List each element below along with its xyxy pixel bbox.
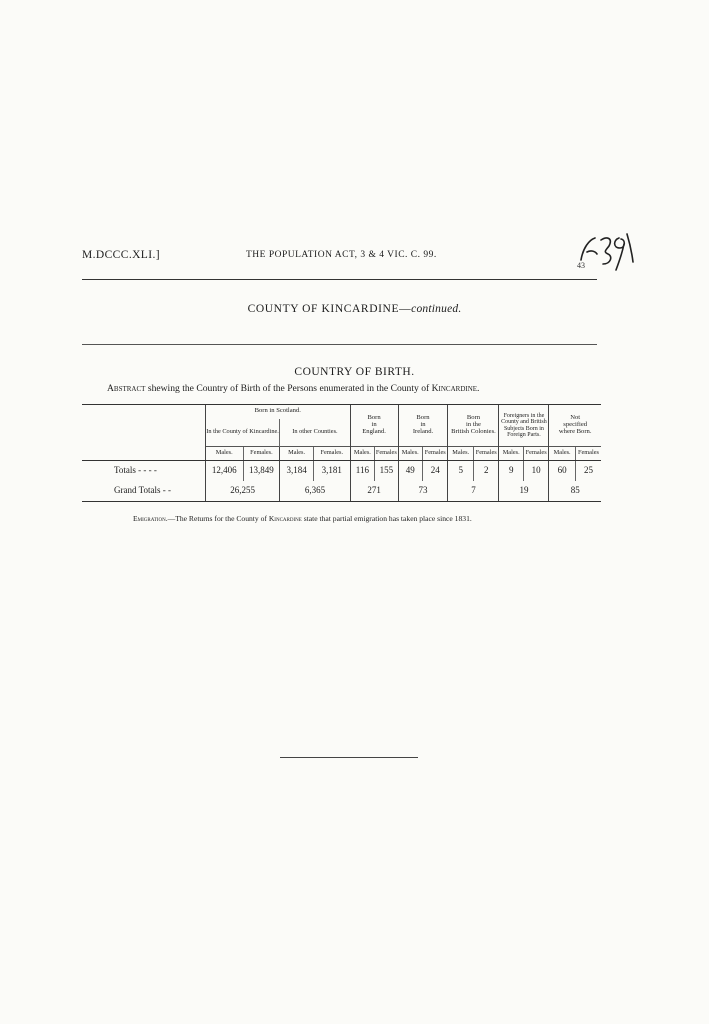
- running-head-title: THE POPULATION ACT, 3 & 4 VIC. C. 99.: [246, 250, 437, 260]
- totals-cell: 116: [350, 461, 374, 482]
- mf-label: Females.: [313, 447, 350, 461]
- totals-cell: 155: [375, 461, 398, 482]
- mf-label: Females: [523, 447, 548, 461]
- totals-cell: 25: [575, 461, 601, 482]
- abstract-end: .: [477, 383, 480, 394]
- running-head-left: M.DCCC.XLI.]: [82, 249, 160, 261]
- mf-label: Females.: [243, 447, 280, 461]
- section-title-main: COUNTY OF KINCARDINE—: [247, 303, 412, 315]
- grand-total-cell: 6,365: [280, 481, 350, 502]
- abstract-lead: Abstract: [107, 383, 146, 394]
- mf-label: Females: [473, 447, 499, 461]
- grand-total-cell: 271: [350, 481, 398, 502]
- grand-totals-row: [82, 481, 601, 502]
- header-born-in-scotland: Born in Scotland.: [205, 405, 350, 419]
- label-header-blank: [82, 405, 205, 447]
- grand-total-cell: 19: [499, 481, 549, 502]
- grand-total-cell: 7: [448, 481, 499, 502]
- header-foreigners: Foreigners in the County and British Subjects Born in Foreign Parts.: [499, 405, 549, 447]
- section-rule: [82, 344, 597, 345]
- closing-rule: [280, 757, 418, 758]
- abstract-text: shewing the Country of Birth of the Persons enumerated in the County of: [145, 383, 432, 394]
- totals-cell: 2: [473, 461, 499, 482]
- emigration-note: [133, 514, 472, 523]
- emigration-text: —The Returns for the County of: [167, 514, 269, 523]
- mf-label: Males.: [280, 447, 314, 461]
- totals-cell: 12,406: [205, 461, 243, 482]
- mf-label: Males.: [398, 447, 422, 461]
- grand-total-cell: 26,255: [205, 481, 279, 502]
- mf-label: Males.: [549, 447, 576, 461]
- mf-label: Females: [575, 447, 601, 461]
- subheader-kincardine: In the County of Kincardine.: [205, 419, 279, 447]
- totals-cell: 24: [422, 461, 448, 482]
- totals-row: [82, 461, 601, 482]
- table-title: COUNTRY OF BIRTH.: [294, 366, 415, 378]
- running-head: [82, 249, 619, 265]
- header-born-in-colonies: Born in the British Colonies.: [448, 405, 499, 447]
- abstract-county: Kincardine: [431, 383, 478, 394]
- mf-label: Males.: [499, 447, 523, 461]
- mf-label: Females: [375, 447, 398, 461]
- mf-label: Females: [422, 447, 448, 461]
- totals-cell: 13,849: [243, 461, 280, 482]
- totals-cell: 9: [499, 461, 523, 482]
- totals-cell: 3,181: [313, 461, 350, 482]
- grand-total-cell: 73: [398, 481, 448, 502]
- emigration-lead: Emigration.: [133, 514, 168, 523]
- totals-cell: 3,184: [280, 461, 314, 482]
- header-born-in-england: Born in England.: [350, 405, 398, 447]
- grand-total-cell: 85: [549, 481, 601, 502]
- label-blank: [82, 447, 205, 461]
- subheader-other-counties: In other Counties.: [280, 419, 350, 447]
- totals-label: Totals - - - -: [114, 465, 157, 476]
- country-of-birth-table: [82, 404, 601, 502]
- mf-label: Males.: [448, 447, 473, 461]
- header-not-specified: Not specified where Born.: [549, 405, 601, 447]
- emigration-county: Kincardine: [268, 514, 302, 523]
- grand-totals-label: Grand Totals - -: [82, 481, 205, 502]
- svg-text:43: 43: [577, 261, 585, 270]
- section-title: [0, 303, 709, 315]
- mf-label: Males.: [205, 447, 243, 461]
- mf-label: Males.: [350, 447, 374, 461]
- handwritten-folio-number: [575, 230, 637, 272]
- section-title-continued: continued.: [411, 303, 462, 315]
- abstract-caption: [107, 383, 479, 394]
- totals-cell: 10: [523, 461, 548, 482]
- totals-cell: 60: [549, 461, 576, 482]
- totals-cell: 49: [398, 461, 422, 482]
- header-rule: [82, 279, 597, 280]
- header-born-in-ireland: Born in Ireland.: [398, 405, 448, 447]
- emigration-end: state that partial emigration has taken place since 1831.: [301, 514, 472, 523]
- totals-cell: 5: [448, 461, 473, 482]
